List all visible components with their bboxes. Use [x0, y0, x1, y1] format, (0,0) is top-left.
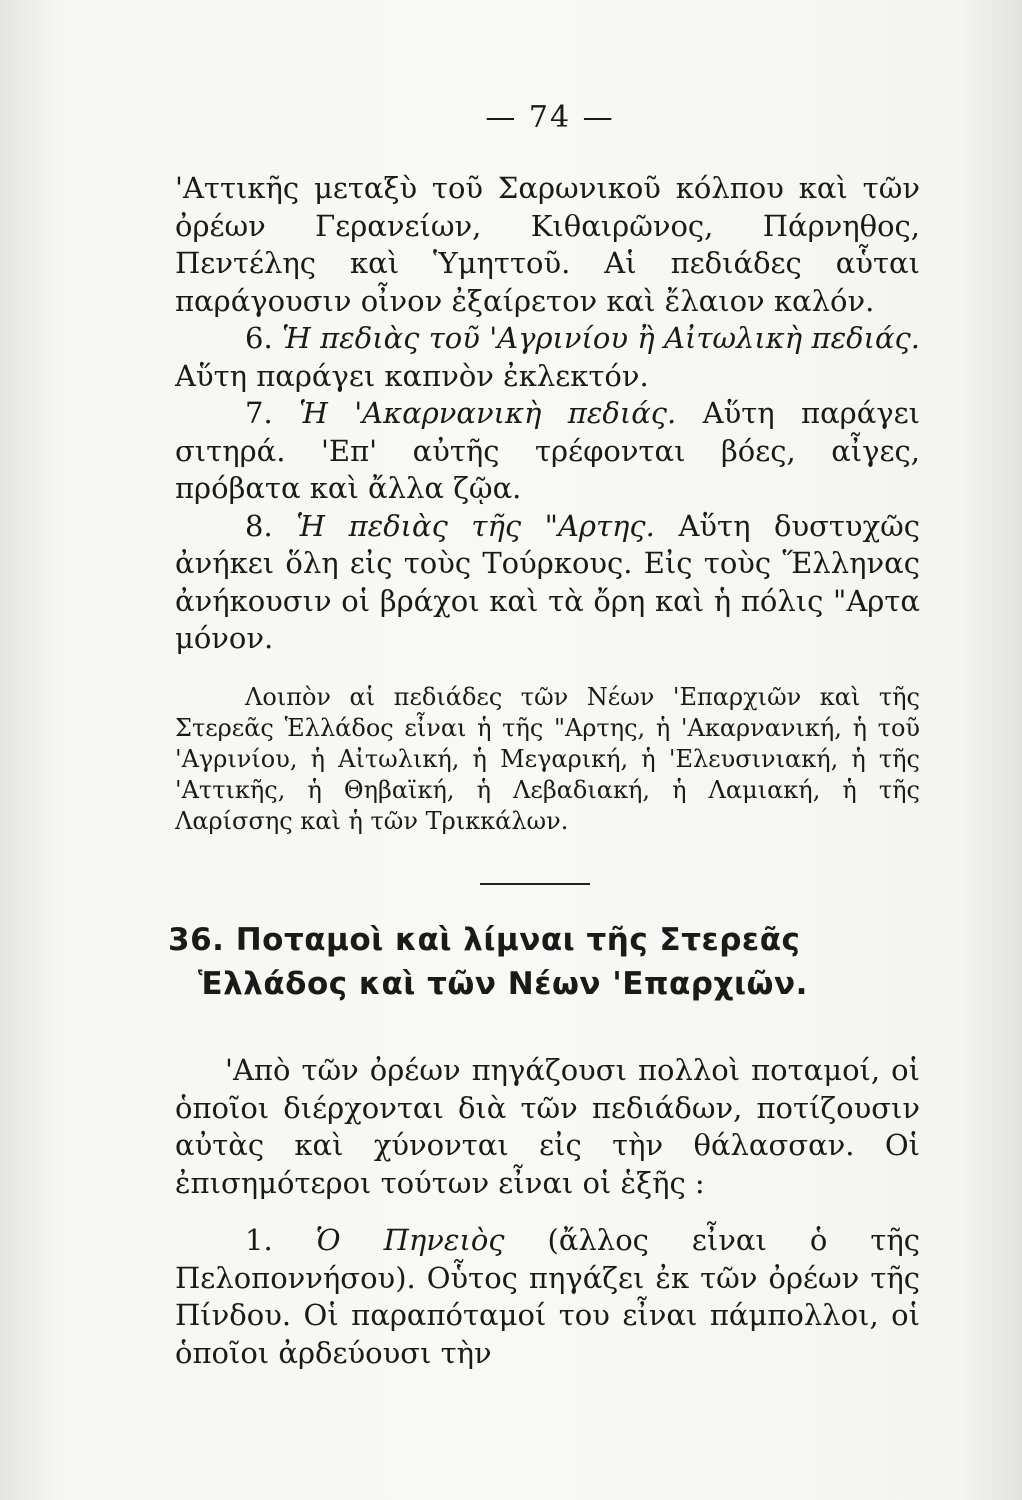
- rivers-intro-block: [175, 1052, 920, 1202]
- section-heading: [168, 918, 928, 1006]
- item-title: Ἡ πεδιὰς τοῦ 'Αγρινίου ἢ Αἰτωλικὴ πεδιάς.: [282, 321, 921, 355]
- item-title: Ἡ πεδιὰς τῆς "Αρτης.: [296, 508, 655, 543]
- upper-text-block: [175, 170, 920, 658]
- list-item-1: [175, 1222, 920, 1372]
- section-title-line1: Ποταμοὶ καὶ λίμναι τῆς Στερεᾶς: [235, 922, 801, 958]
- section-number: 36.: [168, 922, 225, 958]
- item-text: Αὕτη παράγει σιτηρά. 'Επ' αὐτῆς τρέφονται βόες, αἶγες, πρόβατα καὶ ἄλλα ζῷα.: [175, 396, 921, 505]
- summary-block: [175, 682, 920, 837]
- page-number: — 74 —: [485, 100, 615, 135]
- item-number: 7.: [245, 396, 273, 430]
- rivers-list-block: [175, 1222, 920, 1372]
- item-number: 6.: [245, 321, 273, 355]
- list-item-6: [175, 320, 920, 395]
- list-item-7: [175, 395, 920, 508]
- item-title: Ἡ 'Ακαρνανικὴ πεδιάς.: [299, 396, 677, 430]
- paragraph-attica: 'Αττικῆς μεταξὺ τοῦ Σαρωνικοῦ κόλπου καὶ τῶν ὀρέων Γερανείων, Κιθαιρῶνος, Πάρνηθος, Πεντέλης καὶ Ὑμηττοῦ. Αἱ πεδιάδες αὗται παράγουσιν οἶνον ἐξαίρετον καὶ ἔλαιον καλόν.: [175, 171, 920, 318]
- paragraph-rivers: 'Απὸ τῶν ὀρέων πηγάζουσι πολλοὶ ποταμοί, οἱ ὁποῖοι διέρχονται διὰ τῶν πεδιάδων, ποτίζουσιν αὐτὰς καὶ χύνονται εἰς τὴν θάλασσαν. Οἱ ἐπισημότεροι τούτων εἶναι οἱ ἑξῆς :: [175, 1053, 920, 1200]
- item-text: Αὕτη δυστυχῶς ἀνήκει ὅλη εἰς τοὺς Τούρκους. Εἰς τοὺς Ἕλληνας ἀνήκουσιν οἱ βράχοι καὶ τὰ ὄρη καὶ ἡ πόλις "Αρτα μόνον.: [175, 508, 921, 655]
- summary-paragraph: Λοιπὸν αἱ πεδιάδες τῶν Νέων 'Επαρχιῶν καὶ τῆς Στερεᾶς Ἑλλάδος εἶναι ἡ τῆς "Αρτης, ἡ 'Ακαρνανική, ἡ τοῦ 'Αγρινίου, ἡ Αἰτωλική, ἡ Μεγαρική, ἡ 'Ελευσινιακή, ἡ τῆς 'Αττικῆς, ἡ Θηβαϊκή, ἡ Λεβαδιακή, ἡ Λαμιακή, ἡ τῆς Λαρίσσης καὶ ἡ τῶν Τρικκάλων.: [175, 683, 920, 835]
- item-text: Αὕτη παράγει καπνὸν ἐκλεκτόν.: [175, 358, 649, 393]
- section-divider: [480, 883, 590, 885]
- item-number: 8.: [245, 508, 273, 543]
- item-text: (ἄλλος εἶναι ὁ τῆς Πελοποννήσου). Οὗτος πηγάζει ἐκ τῶν ὀρέων τῆς Πίνδου. Οἱ παραπόταμοί του εἶναι πάμπολλοι, οἱ ὁποῖοι ἀρδεύουσι τὴν: [175, 1223, 920, 1370]
- section-title-line2: Ἑλλάδος καὶ τῶν Νέων 'Επαρχιῶν.: [198, 966, 808, 1002]
- list-item-8: [175, 508, 920, 658]
- item-title: Ὁ Πηνειὸς: [315, 1223, 505, 1257]
- item-number: 1.: [245, 1223, 273, 1257]
